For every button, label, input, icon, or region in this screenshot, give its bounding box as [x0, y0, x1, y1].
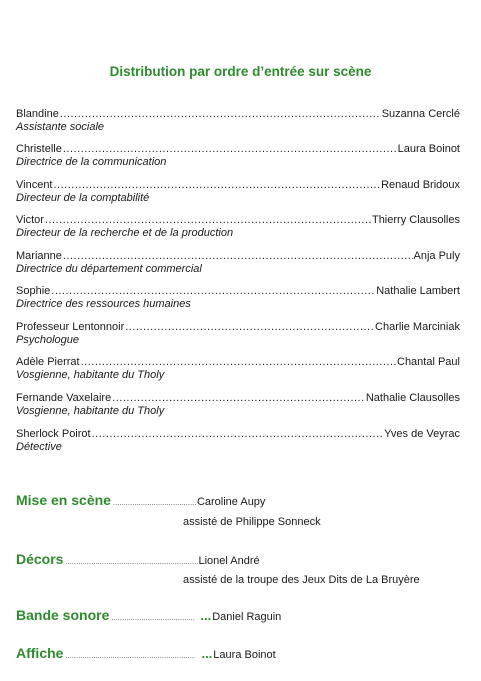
character-role: Détective: [16, 441, 62, 453]
leader-dots: [81, 356, 396, 369]
character-role: Vosgienne, habitante du Tholy: [16, 405, 165, 417]
character-name: Marianne: [16, 250, 62, 262]
ellipsis-marker: ...: [200, 608, 212, 623]
leader-dots: [92, 428, 384, 441]
leader-dots: [45, 214, 371, 227]
cast-entry-vincent: [16, 179, 460, 205]
character-name: Professeur Lentonnoir: [16, 321, 125, 333]
cast-entry-professeur-lentonnoir: [16, 321, 460, 347]
actor-name: Nathalie Lambert: [376, 285, 460, 297]
credit-label: Décors: [16, 551, 64, 567]
leader-dots: [51, 285, 375, 298]
character-name: Blandine: [16, 108, 59, 120]
character-role: Vosgienne, habitante du Tholy: [16, 369, 165, 381]
credit-affiche: [16, 645, 466, 661]
leader-dots: [125, 321, 374, 334]
credit-name: Caroline Aupy: [196, 496, 266, 508]
leader-dots: [111, 615, 194, 622]
cast-entry-sophie: [16, 285, 460, 311]
actor-name: Anja Puly: [413, 250, 460, 262]
credit-label: Mise en scène: [16, 492, 111, 508]
character-role: Directrice de la communication: [16, 156, 167, 168]
cast-entry-blandine: [16, 108, 460, 134]
credit-name: Laura Boinot: [213, 649, 276, 661]
character-name: Victor: [16, 214, 44, 226]
character-name: Adèle Pierrat: [16, 356, 80, 368]
character-role: Assistante sociale: [16, 121, 105, 133]
cast-entry-sherlock-poirot: [16, 428, 460, 454]
character-name: Vincent: [16, 179, 53, 191]
actor-name: Nathalie Clausolles: [365, 392, 460, 404]
cast-entry-marianne: [16, 250, 460, 276]
leader-dots: [65, 559, 198, 566]
credit-mise-en-scene: [16, 492, 466, 508]
actor-name: Suzanna Cerclé: [381, 108, 460, 120]
credit-bande-sonore: [16, 607, 466, 623]
character-role: Directrice du département commercial: [16, 263, 202, 275]
character-name: Sophie: [16, 285, 51, 297]
actor-name: Renaud Bridoux: [381, 179, 460, 191]
page-title: Distribution par ordre d’entrée sur scène: [109, 64, 372, 79]
credit-name: Daniel Raguin: [212, 611, 282, 623]
character-role: Directeur de la recherche et de la production: [16, 227, 234, 239]
credit-label: Bande sonore: [16, 607, 110, 623]
cast-entry-victor: [16, 214, 460, 240]
character-role: Directeur de la comptabilité: [16, 192, 150, 204]
credit-assistant: assisté de Philippe Sonneck: [183, 516, 321, 528]
character-name: Fernande Vaxelaire: [16, 392, 112, 404]
leader-dots: [63, 143, 397, 156]
actor-name: Chantal Paul: [397, 356, 460, 368]
actor-name: Yves de Veyrac: [384, 428, 460, 440]
character-role: Directrice des ressources humaines: [16, 298, 191, 310]
actor-name: Charlie Marciniak: [375, 321, 460, 333]
credit-decors: [16, 551, 466, 567]
actor-name: Laura Boinot: [397, 143, 460, 155]
character-role: Psychologue: [16, 334, 79, 346]
character-name: Christelle: [16, 143, 62, 155]
cast-entry-adele-pierrat: [16, 356, 460, 382]
cast-entry-fernande-vaxelaire: [16, 392, 460, 418]
leader-dots: [113, 500, 197, 507]
character-name: Sherlock Poirot: [16, 428, 91, 440]
credit-assistant: assisté de la troupe des Jeux Dits de La Bruyère: [183, 574, 420, 586]
credit-name: Lionel André: [198, 555, 260, 567]
actor-name: Thierry Clausolles: [371, 214, 460, 226]
leader-dots: [63, 250, 413, 263]
leader-dots: [54, 179, 381, 192]
ellipsis-marker: ...: [201, 646, 213, 661]
credit-label: Affiche: [16, 645, 64, 661]
cast-entry-christelle: [16, 143, 460, 169]
leader-dots: [60, 108, 381, 121]
leader-dots: [65, 653, 195, 660]
leader-dots: [112, 392, 365, 405]
